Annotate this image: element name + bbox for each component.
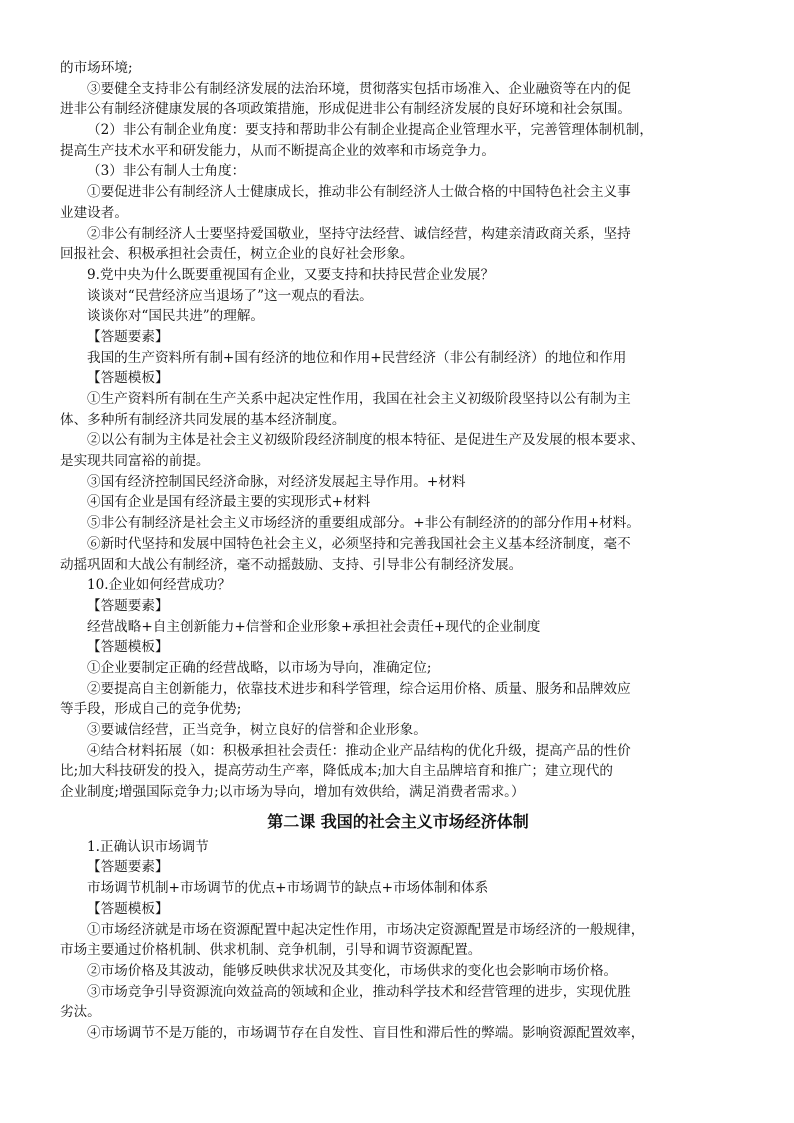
text-line: ①市场经济就是市场在资源配置中起决定性作用，市场决定资源配置是市场经济的一般规律， <box>87 921 645 938</box>
text-line: ⑤非公有制经济是社会主义市场经济的重要组成部分。+非公有制经济的的部分作用+材料。 <box>87 515 640 532</box>
text-line: ①要促进非公有制经济人士健康成长，推动非公有制经济人士做合格的中国特色社会主义事 <box>87 184 631 201</box>
text-line: ③国有经济控制国民经济命脉，对经济发展起主导作用。+材料 <box>87 473 466 490</box>
section-title: 第二课 我国的社会主义市场经济体制 <box>267 811 529 831</box>
text-line: ⑥新时代坚持和发展中国特色社会主义，必须坚持和完善我国社会主义基本经济制度，毫不 <box>87 535 631 552</box>
text-line: ④结合材料拓展（如：积极承担社会责任：推动企业产品结构的优化升级，提高产品的性价 <box>87 742 631 759</box>
text-line: ④国有企业是国有经济最主要的实现形式+材料 <box>87 494 371 511</box>
text-line: 提高生产技术水平和研发能力，从而不断提高企业的效率和市场竞争力。 <box>60 142 495 159</box>
text-line: 1.正确认识市场调节 <box>87 838 209 855</box>
text-line: ②非公有制经济人士要坚持爱国敬业，坚持守法经营、诚信经营，构建亲清政商关系，坚持 <box>87 225 631 242</box>
text-line: 谈谈对“民营经济应当退场了”这一观点的看法。 <box>87 287 373 304</box>
text-block-part2 <box>60 837 736 1044</box>
document-page <box>60 58 736 1044</box>
text-line: 经营战略+自主创新能力+信誉和企业形象+承担社会责任+现代的企业制度 <box>87 618 541 635</box>
text-line: 的市场环境; <box>60 60 133 76</box>
text-line: ③市场竞争引导资源流向效益高的领域和企业，推动科学技术和经营管理的进步，实现优胜 <box>87 983 631 1000</box>
text-line: 比;加大科技研发的投入，提高劳动生产率，降低成本;加大自主品牌培育和推广；建立现代的 <box>60 763 613 780</box>
text-line: 体、多种所有制经济共同发展的基本经济制度。 <box>60 411 346 428</box>
text-line: 等手段，形成自己的竞争优势; <box>60 701 242 718</box>
text-line: 是实现共同富裕的前提。 <box>60 453 210 470</box>
text-line: 市场主要通过价格机制、供求机制、竞争机制，引导和调节资源配置。 <box>60 942 482 959</box>
text-line: 市场调节机制+市场调节的优点+市场调节的缺点+市场体制和体系 <box>87 880 489 897</box>
text-line: 业建设者。 <box>60 204 128 221</box>
text-line: 谈谈你对“国民共进”的理解。 <box>87 308 265 325</box>
text-line: ②要提高自主创新能力，依靠技术进步和科学管理，综合运用价格、质量、服务和品牌效应 <box>87 680 631 697</box>
text-line: ②市场价格及其波动，能够反映供求状况及其变化，市场供求的变化也会影响市场价格。 <box>87 962 618 979</box>
text-line: 我国的生产资料所有制+国有经济的地位和作用+民营经济（非公有制经济）的地位和作用 <box>87 349 627 366</box>
text-line: 企业制度;增强国际竞争力;以市场为导向，增加有效供给，满足消费者需求。） <box>60 784 525 801</box>
text-line: 【答题模板】 <box>87 370 169 387</box>
text-line: （2）非公有制企业角度：要支持和帮助非公有制企业提高企业管理水平，完善管理体制机制， <box>87 122 653 139</box>
text-line: ①企业要制定正确的经营战略，以市场为导向，准确定位; <box>87 659 432 676</box>
text-line: 【答题要素】 <box>87 859 169 876</box>
text-block-part1 <box>60 58 736 803</box>
text-line: （3）非公有制人士角度： <box>87 163 246 180</box>
text-line: ③要诚信经营，正当竞争，树立良好的信誉和企业形象。 <box>87 722 427 738</box>
text-line: 10.企业如何经营成功？ <box>87 577 231 594</box>
text-line: ①生产资料所有制在生产关系中起决定性作用，我国在社会主义初级阶段坚持以公有制为主 <box>87 391 631 407</box>
text-line: 【答题要素】 <box>87 597 169 614</box>
text-line: ②以公有制为主体是社会主义初级阶段经济制度的根本特征、是促进生产及发展的根本要求、 <box>87 432 645 449</box>
text-line: 9.党中央为什么既要重视国有企业，又要支持和扶持民营企业发展？ <box>87 266 495 283</box>
text-line: 动摇巩固和大战公有制经济，毫不动摇鼓励、支持、引导非公有制经济发展。 <box>60 556 523 573</box>
text-line: 劣汰。 <box>60 1004 101 1021</box>
text-line: 进非公有制经济健康发展的各项政策措施，形成促进非公有制经济发展的良好环境和社会氛围。 <box>60 101 631 118</box>
text-line: 【答题模板】 <box>87 639 169 656</box>
text-line: 回报社会、积极承担社会责任，树立企业的良好社会形象。 <box>60 246 414 263</box>
text-line: 【答题模板】 <box>87 900 169 917</box>
text-line: 【答题要素】 <box>87 328 169 345</box>
text-line: ③要健全支持非公有制经济发展的法治环境，贯彻落实包括市场准入、企业融资等在内的促 <box>87 80 631 97</box>
text-line: ④市场调节不是万能的，市场调节存在自发性、盲目性和滞后性的弊端。影响资源配置效率， <box>87 1024 645 1041</box>
